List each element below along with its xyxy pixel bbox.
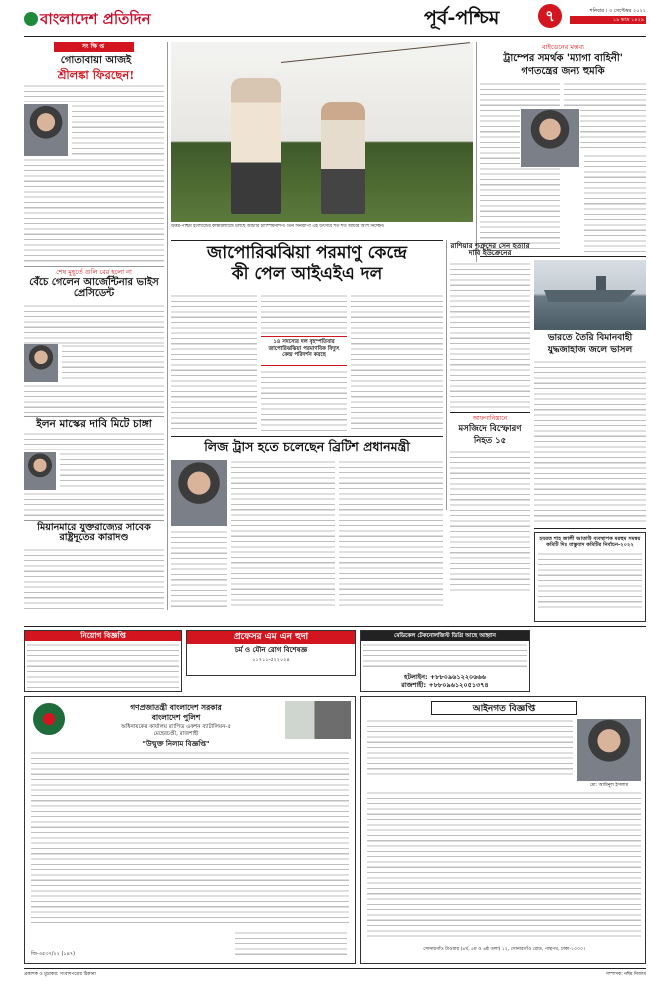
police-emblem-icon bbox=[33, 703, 65, 735]
sidebar-item-1-body-3 bbox=[24, 158, 164, 263]
divider bbox=[24, 416, 164, 417]
footer-rule bbox=[24, 968, 646, 969]
page-number-badge bbox=[538, 4, 562, 28]
professor-subtitle: চর্ম ও যৌন রোগ বিশেষজ্ঞ bbox=[234, 646, 308, 654]
legal-body-2 bbox=[367, 791, 641, 939]
masthead bbox=[0, 0, 650, 38]
professor-phone: ০১৭১১-৫২২০২৪ bbox=[252, 656, 290, 663]
liz-truss-photo bbox=[171, 460, 227, 526]
legal-footer: সোনারগাঁও টাওয়ার (৪র্থ, ৫ম ও ৬ষ্ঠ তলা) ১২, সোনারগাঁও রোড, পান্থপথ, ঢাকা-১০০০। bbox=[423, 947, 585, 952]
police-ref: জি-৩৫৩৭/২২ (১৪৭) bbox=[31, 951, 76, 957]
afghan-body bbox=[450, 450, 530, 592]
sidebar-item-1-body-2 bbox=[72, 104, 164, 156]
appointment-title: নিয়োগ বিজ্ঞপ্তি bbox=[25, 631, 181, 641]
afghan-subtitle: নিহত ১৫ bbox=[473, 436, 507, 446]
tech-phone-1[interactable]: হটলাইন: +৮৮০৯৬১২২০৬৬৬ bbox=[404, 673, 486, 681]
professor-ad[interactable] bbox=[186, 630, 356, 676]
sidebar-item-1-body bbox=[24, 84, 164, 102]
police-header-1: গণপ্রজাতন্ত্রী বাংলাদেশ সরকার bbox=[130, 703, 222, 712]
truss-body-3 bbox=[171, 530, 227, 608]
police-header-3: অধিনায়কের কার্যালয় র‍্যাপিড একশন ব্যাটালিয়ন-৫ bbox=[121, 724, 231, 730]
india-title-2[interactable]: যুদ্ধজাহাজ জলে ভাসল bbox=[547, 345, 633, 355]
column-divider bbox=[446, 240, 447, 510]
sidebar-item-4-body bbox=[24, 548, 164, 610]
tech-title: মেডিকেল টেকনোলজিস্ট ডিগ্রি আছে আহ্বান bbox=[361, 631, 529, 641]
legal-notice[interactable] bbox=[360, 696, 646, 964]
divider bbox=[24, 266, 164, 267]
sidebar-item-3-body bbox=[24, 432, 164, 450]
page-title: পূর্ব-পশ্চিম bbox=[424, 7, 500, 29]
photo-caption: উত্তর-পশ্চিম ইংল্যান্ডের কাম্বারল্যান্ডে চলছে আর্চারি চ্যাম্পিয়নশিপ। তিন দিনব্যাপী এই উৎসবে শত শত আর্চার অংশ নিচ্ছেন। bbox=[171, 224, 385, 229]
legal-body-1 bbox=[367, 719, 573, 777]
sidebar-tag-label: সংক্ষিপ্ত bbox=[81, 43, 107, 50]
sidebar-item-1-title[interactable]: শ্রীলঙ্কা ফিরছেন! bbox=[57, 68, 135, 82]
japan-title-1: জাপোরিঝঝিয়া পরমাণু কেন্দ্রে bbox=[207, 243, 407, 263]
truss-body-1 bbox=[231, 460, 335, 608]
truss-title[interactable]: লিজ ট্রাস হতে চলেছেন ব্রিটিশ প্রধানমন্ত্রী bbox=[204, 439, 410, 454]
notice-body bbox=[538, 552, 642, 610]
sidebar bbox=[24, 42, 164, 612]
page-number: ৭ bbox=[545, 7, 555, 25]
archer-figure-1 bbox=[231, 78, 281, 214]
police-notice[interactable] bbox=[24, 696, 356, 964]
sidebar-item-2-kicker[interactable]: শেষ মুহূর্তে গুলি বের হলো না bbox=[56, 268, 132, 276]
section-rule bbox=[534, 528, 646, 529]
divider bbox=[24, 520, 164, 521]
argentina-vp-photo bbox=[24, 344, 58, 382]
japan-title-2: কী পেল আইএইএ দল bbox=[231, 263, 383, 284]
logo-emblem-icon bbox=[24, 12, 38, 26]
tech-phone-2[interactable]: রাজশাহী: +৮৮০৯৬১২০৫১৩৭৪ bbox=[401, 681, 489, 690]
japan-pullquote-text: ১৪ সদস্যের দল বৃহস্পতিবার জাপোরিঝঝিয়া পরমাণবিক বিদ্যুৎ কেন্দ্র পরিদর্শন করছে bbox=[268, 339, 340, 359]
russia-title[interactable]: রাশিয়ার শত্রুদের সেন হত্যার দাবি ইউক্রেনের bbox=[450, 241, 530, 258]
tech-ad[interactable] bbox=[360, 630, 530, 692]
section-rule bbox=[171, 436, 443, 437]
japan-pullquote bbox=[261, 336, 347, 366]
ship-hull bbox=[544, 290, 636, 302]
footer-right: সম্পাদক: নঈম নিজাম bbox=[605, 972, 646, 977]
section-rule bbox=[450, 412, 530, 413]
police-notice-title: "উন্মুক্ত নিলাম বিজ্ঞপ্তি" bbox=[142, 740, 210, 748]
footer-left: প্রকাশক ও মুদ্রাকর: সংবাদপত্রের ঠিকানা bbox=[24, 972, 96, 977]
sidebar-item-2-body-3 bbox=[24, 384, 164, 414]
police-signature bbox=[235, 931, 347, 959]
gotabaya-photo bbox=[24, 104, 68, 156]
trump-kicker: বাইডেনের মন্তব্য bbox=[541, 43, 584, 51]
japan-headline[interactable] bbox=[171, 240, 443, 290]
logo[interactable] bbox=[24, 10, 164, 32]
appointment-body bbox=[27, 643, 179, 689]
ads-top-rule bbox=[24, 626, 646, 627]
legal-title: আইনগত বিজ্ঞপ্তি bbox=[431, 701, 577, 715]
notice-title: হযরত শাহ জালী আতাউ ব্যবস্থাপক মরহুম সমন্বয় কমিটি দিঃ বাস্তুবাদ কমিটির নির্বাচন-২০২২ bbox=[539, 536, 641, 549]
notice-box[interactable] bbox=[534, 532, 646, 622]
column-divider bbox=[167, 42, 168, 610]
japan-body-3 bbox=[261, 370, 347, 432]
trump-body-3 bbox=[584, 154, 646, 252]
sidebar-item-3-body-3 bbox=[24, 492, 164, 518]
appointment-ad[interactable] bbox=[24, 630, 182, 692]
japan-body-2 bbox=[261, 294, 347, 334]
tech-body bbox=[363, 643, 527, 671]
warship-photo bbox=[534, 260, 646, 330]
japan-body-4 bbox=[351, 294, 443, 432]
india-title-1[interactable]: ভারতে তৈরি বিমানবাহী bbox=[547, 333, 633, 343]
archery-photo bbox=[171, 42, 473, 222]
trump-title-1[interactable]: ট্রাম্পের সমর্থক 'ম্যাগা বাহিনী' bbox=[503, 53, 623, 64]
afghan-title[interactable]: মসজিদে বিস্ফোরণ bbox=[458, 424, 522, 434]
sidebar-item-2-body bbox=[24, 304, 164, 344]
japan-body-1 bbox=[171, 294, 257, 432]
sidebar-item-2-body-2 bbox=[62, 344, 164, 382]
afghan-kicker: আফগানিস্তানে bbox=[472, 415, 508, 422]
date-line: শনিবার । ৩ সেপ্টেম্বর ২০২২ bbox=[589, 8, 646, 14]
police-header-2: বাংলাদেশ পুলিশ bbox=[151, 713, 201, 722]
sidebar-item-2-title[interactable]: বেঁচে গেলেন আর্জেন্টিনার ভাইস প্রেসিডেন্ট bbox=[29, 277, 159, 299]
archer-figure-2 bbox=[321, 102, 365, 214]
sidebar-item-3-title[interactable]: ইলন মাস্কের দাবি মিটে চাঙ্গা bbox=[36, 418, 152, 430]
police-header-4: মেহেরচণ্ডী, রাজশাহী bbox=[153, 731, 199, 737]
masthead-rule bbox=[24, 36, 646, 37]
sidebar-item-3-body-2 bbox=[60, 452, 164, 490]
logo-text: বাংলাদেশ প্রতিদিন bbox=[40, 10, 151, 28]
police-portrait bbox=[285, 701, 351, 739]
legal-person-photo bbox=[577, 719, 641, 781]
sidebar-tag bbox=[54, 42, 134, 52]
legal-signature: মো: আমিনুল ইসলাম bbox=[589, 783, 629, 788]
biden-photo bbox=[520, 108, 580, 168]
truss-body-2 bbox=[339, 460, 443, 608]
india-body bbox=[534, 360, 646, 524]
elon-musk-photo bbox=[24, 452, 56, 490]
russia-body bbox=[450, 262, 530, 410]
police-body bbox=[31, 751, 349, 927]
professor-title: প্রফেসর এম এন হুদা bbox=[187, 631, 355, 644]
sidebar-item-1-kicker[interactable]: গোতাবায়া আজই bbox=[60, 55, 132, 66]
ship-tower bbox=[596, 276, 606, 290]
sidebar-item-4-title[interactable]: মিয়ানমারে যুক্তরাজ্যের সাবেক রাষ্ট্রদূতের কারাদণ্ড bbox=[37, 522, 151, 543]
trump-title-2[interactable]: গণতন্ত্রের জন্য হুমকি bbox=[521, 66, 605, 77]
bow-line bbox=[281, 42, 470, 63]
date-line-bengali: ১৯ ভাদ্র ১৪২৯ bbox=[570, 16, 646, 24]
